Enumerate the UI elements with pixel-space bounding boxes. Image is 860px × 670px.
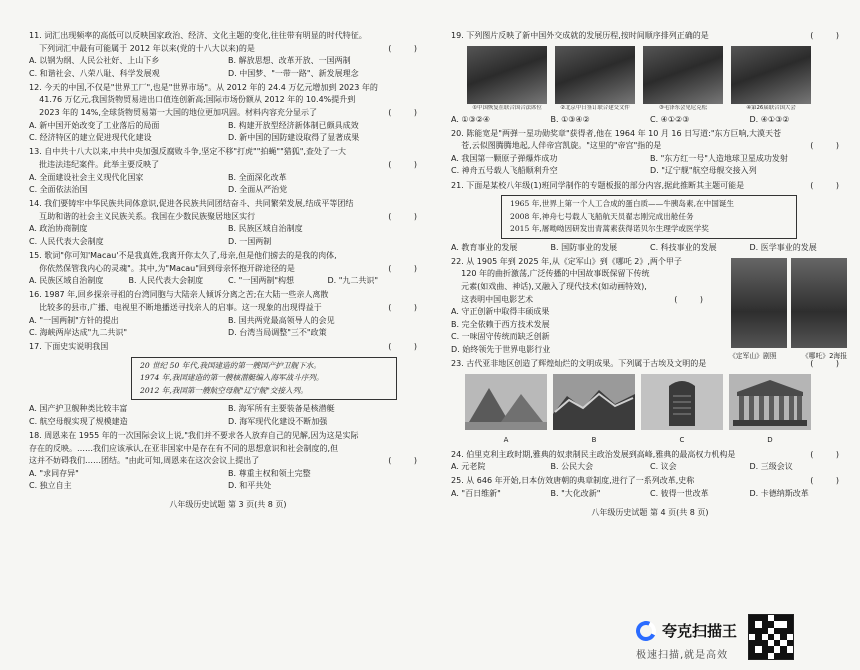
- material-line: 1965 年,世界上第一个人工合成的蛋白质——牛胰岛素,在中国诞生: [510, 199, 735, 209]
- page-4-column: [451, 30, 849, 519]
- option-d: D. 和平共处: [228, 481, 272, 491]
- option-a: A. 国产护卫舰种类比较丰富: [29, 404, 128, 414]
- artifact-label: B: [591, 436, 597, 445]
- option-c: C. 人民代表大会制度: [29, 237, 104, 246]
- answer-bracket: ( ): [810, 476, 849, 486]
- artifact-c: [641, 374, 723, 447]
- great-wall-image: [553, 374, 635, 430]
- option-d: D. "九二共识": [327, 276, 379, 286]
- question-stem: 你依然保管我内心的灵魂"。其中,为"Macau"回到母亲怀抱开辟途径的是 ( ): [29, 263, 427, 276]
- option-a: A. 教育事业的发展: [451, 242, 518, 252]
- option-c: C. ④①②③: [650, 114, 690, 124]
- option-a: A. 新中国开始改变了工业落后的局面: [29, 120, 160, 130]
- answer-bracket: ( ): [810, 449, 849, 459]
- answer-bracket: ( ): [810, 359, 849, 368]
- question-25: [451, 475, 849, 500]
- option-d: D. 海军现代化建设不断加强: [228, 416, 328, 426]
- option-b: B. 公民大会: [550, 462, 594, 472]
- question-20: [451, 128, 849, 178]
- photo-caption: ③毛泽东会见尼克松: [659, 104, 707, 111]
- question-17: [29, 341, 427, 428]
- option-d: D. 新中国的国防建设取得了显著成果: [228, 133, 360, 143]
- answer-bracket: ( ): [388, 342, 427, 352]
- answer-bracket: ( ): [388, 159, 427, 169]
- option-b: B. 海军所有主要装备是核潜艇: [228, 404, 335, 414]
- question-stem: 24. 伯里克利主政时期,雅典的奴隶制民主政治发展到高峰,雅典的最高权力机构是 ( ): [451, 449, 849, 462]
- artifact-a: [465, 374, 547, 447]
- answer-bracket: ( ): [674, 294, 713, 304]
- option-d: D. 医学事业的发展: [749, 242, 817, 252]
- question-23: [451, 358, 849, 447]
- option-b: B. ①③④②: [550, 114, 590, 124]
- qr-code-icon[interactable]: [748, 614, 794, 660]
- material-line: 2008 年,神舟七号载人飞船航天员翟志刚完成出舱任务: [510, 211, 694, 221]
- question-19: [451, 30, 849, 126]
- historical-photo: [731, 46, 811, 104]
- option-a: A. 民族区域自治制度: [29, 276, 104, 286]
- photo-caption: ②北京中日签订联合建交文件: [560, 104, 630, 111]
- option-a: A. "百日维新": [451, 489, 501, 499]
- option-b: B. 人民代表大会制度: [128, 276, 204, 286]
- film-still-image: [731, 258, 787, 348]
- photo-item: [643, 46, 723, 112]
- question-stem: 比较多的县市,广播、电视里不断地播送寻找亲人的启事。这一现象的出现得益于 ( ): [29, 302, 427, 315]
- scanner-slogan: 极速扫描,就是高效: [636, 650, 729, 661]
- answer-bracket: ( ): [388, 456, 427, 466]
- page-footer: 八年级历史试题 第 4 页(共 8 页): [591, 507, 709, 517]
- question-stem: 批违法违纪案件。此举主要反映了 ( ): [29, 159, 427, 172]
- option-c: C. 海峡两岸达成"九二共识": [29, 328, 128, 338]
- question-stem: 11. 词汇出现频率的高低可以反映国家政治、经济、文化主题的变化,往往带有明显的时代特征。: [29, 31, 367, 40]
- question-stem: 16. 1987 年,回乡探亲寻祖的台湾同胞与大陆亲人倾诉分离之苦;在大陆一些亲人离散: [29, 290, 329, 300]
- question-24: [451, 449, 849, 474]
- material-line: 2012 年,我国第一艘航空母舰"辽宁舰"交接入列。: [140, 385, 308, 395]
- option-d: D. 始终领先于世界电影行业: [451, 344, 551, 354]
- option-c: C. 全面依法治国: [29, 185, 88, 195]
- artifact-b: [553, 374, 635, 447]
- option-a: A. "求同存异": [29, 468, 79, 478]
- option-c: C. 经济特区的建立促进现代化建设: [29, 133, 152, 143]
- question-16: [29, 289, 427, 339]
- option-c: C. 神舟五号载人飞船顺利升空: [451, 166, 558, 176]
- option-b: B. 民族区域自治制度: [228, 224, 303, 234]
- stele-image: [641, 374, 723, 430]
- option-d: D. 全面从严治党: [228, 185, 288, 195]
- material-box: [501, 195, 797, 239]
- photo-caption: ①中国恢复在联合国合法席位: [472, 104, 542, 111]
- option-c: C. "一国两制"构想: [228, 276, 295, 286]
- question-stem: 这表明中国电影艺术 ( ): [451, 294, 713, 307]
- question-stem: 苍,云似图腾腾地起,人伴帝宫凯旋。"这里的"帝宫"指的是 ( ): [451, 140, 849, 153]
- option-d: D. 台湾当局调整"三不"政策: [228, 328, 327, 338]
- artifact-label: C: [679, 436, 685, 445]
- page-3-column: [29, 30, 427, 512]
- option-d: D. 一国两制: [228, 237, 272, 246]
- answer-bracket: ( ): [388, 263, 427, 273]
- question-18: [29, 430, 427, 493]
- artifact-d: [729, 374, 811, 447]
- question-11: [29, 30, 427, 80]
- artifact-images: [465, 374, 849, 447]
- question-stem: 41.76 万亿元,我国货物贸易进出口值连创新高;国际市场份额从 2012 年的 10.4%提升到: [39, 95, 356, 105]
- answer-bracket: ( ): [810, 31, 849, 40]
- scanner-brand: 夸克扫描王: [662, 622, 738, 640]
- option-a: A. 守正创新中取得丰硕成果: [451, 307, 550, 317]
- artifact-label: D: [767, 436, 773, 445]
- option-a: A. 政治协商制度: [29, 224, 88, 234]
- material-line: 2015 年,屠呦呦因研发出青蒿素获得诺贝尔生理学或医学奖: [510, 224, 709, 234]
- option-d: D. 中国梦、"一带一路"、新发展理念: [228, 68, 359, 78]
- question-stem: 25. 从 646 年开始,日本仿效唐朝的典章制度,进行了一系列改革,史称 ( ): [451, 475, 849, 488]
- pyramids-image: [465, 374, 547, 430]
- option-a: A. ①③②④: [451, 114, 491, 124]
- photo-item: [555, 46, 635, 112]
- question-22: [451, 256, 849, 360]
- option-a: A. 元老院: [451, 462, 486, 472]
- option-d: D. 三级会议: [749, 462, 793, 472]
- question-stem: 17. 下面史实说明我国 ( ): [29, 341, 427, 354]
- film-poster-image: [791, 258, 847, 348]
- answer-bracket: ( ): [388, 302, 427, 312]
- option-b: B. 解放思想、改革开放、一国两制: [228, 56, 351, 66]
- question-stem: 元素(如戏曲、神话),又融入了现代技术(如动画特效),: [461, 281, 647, 291]
- scanner-logo: [636, 620, 737, 641]
- photo-item: [731, 46, 811, 112]
- photo-row: [467, 46, 849, 112]
- answer-bracket: ( ): [388, 108, 427, 118]
- question-stem: 下列词汇中最有可能属于 2012 年以来(党的十八大以来)的是 ( ): [29, 43, 427, 56]
- question-stem: 20. 陈能宽是"两弹一星功勋奖章"获得者,他在 1964 年 10 月 16 日写道:"东方巨响,大漠天苍: [451, 128, 782, 138]
- material-line: 1974 年,我国建造的第一艘核潜艇编入海军战斗序列。: [140, 373, 324, 383]
- question-13: [29, 146, 427, 196]
- option-b: B. 国共两党最高领导人的会见: [228, 315, 335, 325]
- material-box: [131, 357, 397, 401]
- option-b: B. "大化改新": [550, 489, 601, 499]
- option-a: A. 我国第一颗原子弹爆炸成功: [451, 153, 558, 163]
- option-c: C. 独立自主: [29, 481, 72, 491]
- film-images: [731, 258, 847, 348]
- question-stem: 互助和谐的社会主义民族关系。我国在少数民族聚居地区实行 ( ): [29, 211, 427, 224]
- option-d: D. "辽宁舰"航空母舰交接入列: [650, 166, 757, 176]
- option-b: B. 完全依赖于西方技术发展: [451, 319, 550, 329]
- option-a: A. "一国两制"方针的提出: [29, 315, 119, 325]
- film-captions: [729, 350, 847, 363]
- material-line: 20 世纪 50 年代,我国建造的第一艘国产护卫舰下水。: [140, 360, 321, 370]
- answer-bracket: ( ): [810, 141, 849, 151]
- question-stem: 15. 歌词"你可知'Macau'不是我真姓,我离开你太久了,母亲,但是他们掳去的是我的肉体,: [29, 251, 337, 261]
- question-15: [29, 250, 427, 288]
- option-a: A. 以钢为纲、人民公社好、上山下乡: [29, 56, 160, 66]
- question-stem: 21. 下面是某校八年级(1)班同学制作的专题板报的部分内容,据此推断其主题可能是 ( ): [451, 180, 849, 193]
- parthenon-image: [729, 374, 811, 430]
- question-stem: 14. 我们要铸牢中华民族共同体意识,促进各民族共同团结奋斗、共同繁荣发展,结成平等团结: [29, 199, 354, 209]
- option-b: B. "东方红一号"人造地球卫星成功发射: [650, 153, 788, 163]
- question-stem: 13. 自中共十八大以来,中共中央加强反腐败斗争,坚定不移"打虎""拍蝇""猎狐",查处了一大: [29, 147, 346, 157]
- question-stem: 19. 下列图片反映了新中国外交成就的发展历程,按时间顺序排列正确的是 ( ): [451, 30, 849, 43]
- film-still-caption: 《定军山》剧照: [729, 351, 777, 360]
- question-stem: 18. 周恩来在 1955 年的一次国际会议上说,"我们并不要求各人放弃自己的见解,因为这是实际: [29, 431, 359, 441]
- answer-bracket: ( ): [388, 43, 427, 53]
- option-b: B. 国防事业的发展: [550, 242, 618, 252]
- answer-bracket: ( ): [388, 211, 427, 221]
- option-c: C. 和谐社会、八荣八耻、科学发展观: [29, 68, 160, 78]
- historical-photo: [555, 46, 635, 104]
- page-footer: 八年级历史试题 第 3 页(共 8 页): [169, 500, 287, 509]
- option-c: C. 议会: [650, 462, 677, 472]
- option-b: B. 构建开放型经济新体制已颇具成效: [228, 120, 359, 130]
- question-stem: 22. 从 1905 年到 2025 年,从《定军山》到《哪吒 2》,两个甲子: [451, 256, 682, 266]
- option-b: B. 尊重主权和领土完整: [228, 468, 311, 478]
- artifact-label: A: [503, 436, 509, 445]
- question-stem: 存在的反映。……我们应该承认,在亚非国家中是存在有不同的思想意识和社会制度的,但: [29, 443, 339, 453]
- scanner-logo-icon: [633, 618, 659, 644]
- option-c: C. 航空母舰实现了规模建造: [29, 416, 128, 426]
- question-stem: 23. 古代亚非地区创造了辉煌灿烂的文明成果。下列属于古埃及文明的是 ( ): [451, 358, 849, 371]
- question-stem: 120 年的曲折激荡,广泛传播的中国故事既保留下传统: [461, 269, 650, 279]
- question-12: [29, 82, 427, 145]
- option-a: A. 全面建设社会主义现代化国家: [29, 172, 144, 182]
- photo-item: [467, 46, 547, 112]
- option-c: C. 科技事业的发展: [650, 242, 717, 252]
- option-d: D. 卡德纳斯改革: [749, 489, 809, 499]
- film-poster-caption: 《哪吒》2海报: [801, 351, 847, 360]
- question-stem: 12. 今天的中国,不仅是"世界工厂",也是"世界市场"。从 2012 年的 24.4 万亿元增加到 2023 年的: [29, 82, 378, 92]
- option-d: D. ④①③②: [749, 114, 790, 124]
- question-21: [451, 180, 849, 255]
- photo-caption: ④第26届联合国大会: [746, 104, 796, 111]
- option-c: C. 一味固守传统而缺乏创新: [451, 332, 550, 342]
- option-b: B. 全面深化改革: [228, 172, 287, 182]
- answer-bracket: ( ): [810, 180, 849, 190]
- historical-photo: [643, 46, 723, 104]
- historical-photo: [467, 46, 547, 104]
- question-stem: 2023 年的 14%,全球货物贸易第一大国的地位更加巩固。材料内容充分显示了 ( ): [29, 107, 427, 120]
- question-14: [29, 198, 427, 248]
- option-c: C. 彼得一世改革: [650, 489, 709, 499]
- question-stem: 这并不妨碍我们……团结。"由此可知,周恩来在这次会议上提出了 ( ): [29, 455, 427, 468]
